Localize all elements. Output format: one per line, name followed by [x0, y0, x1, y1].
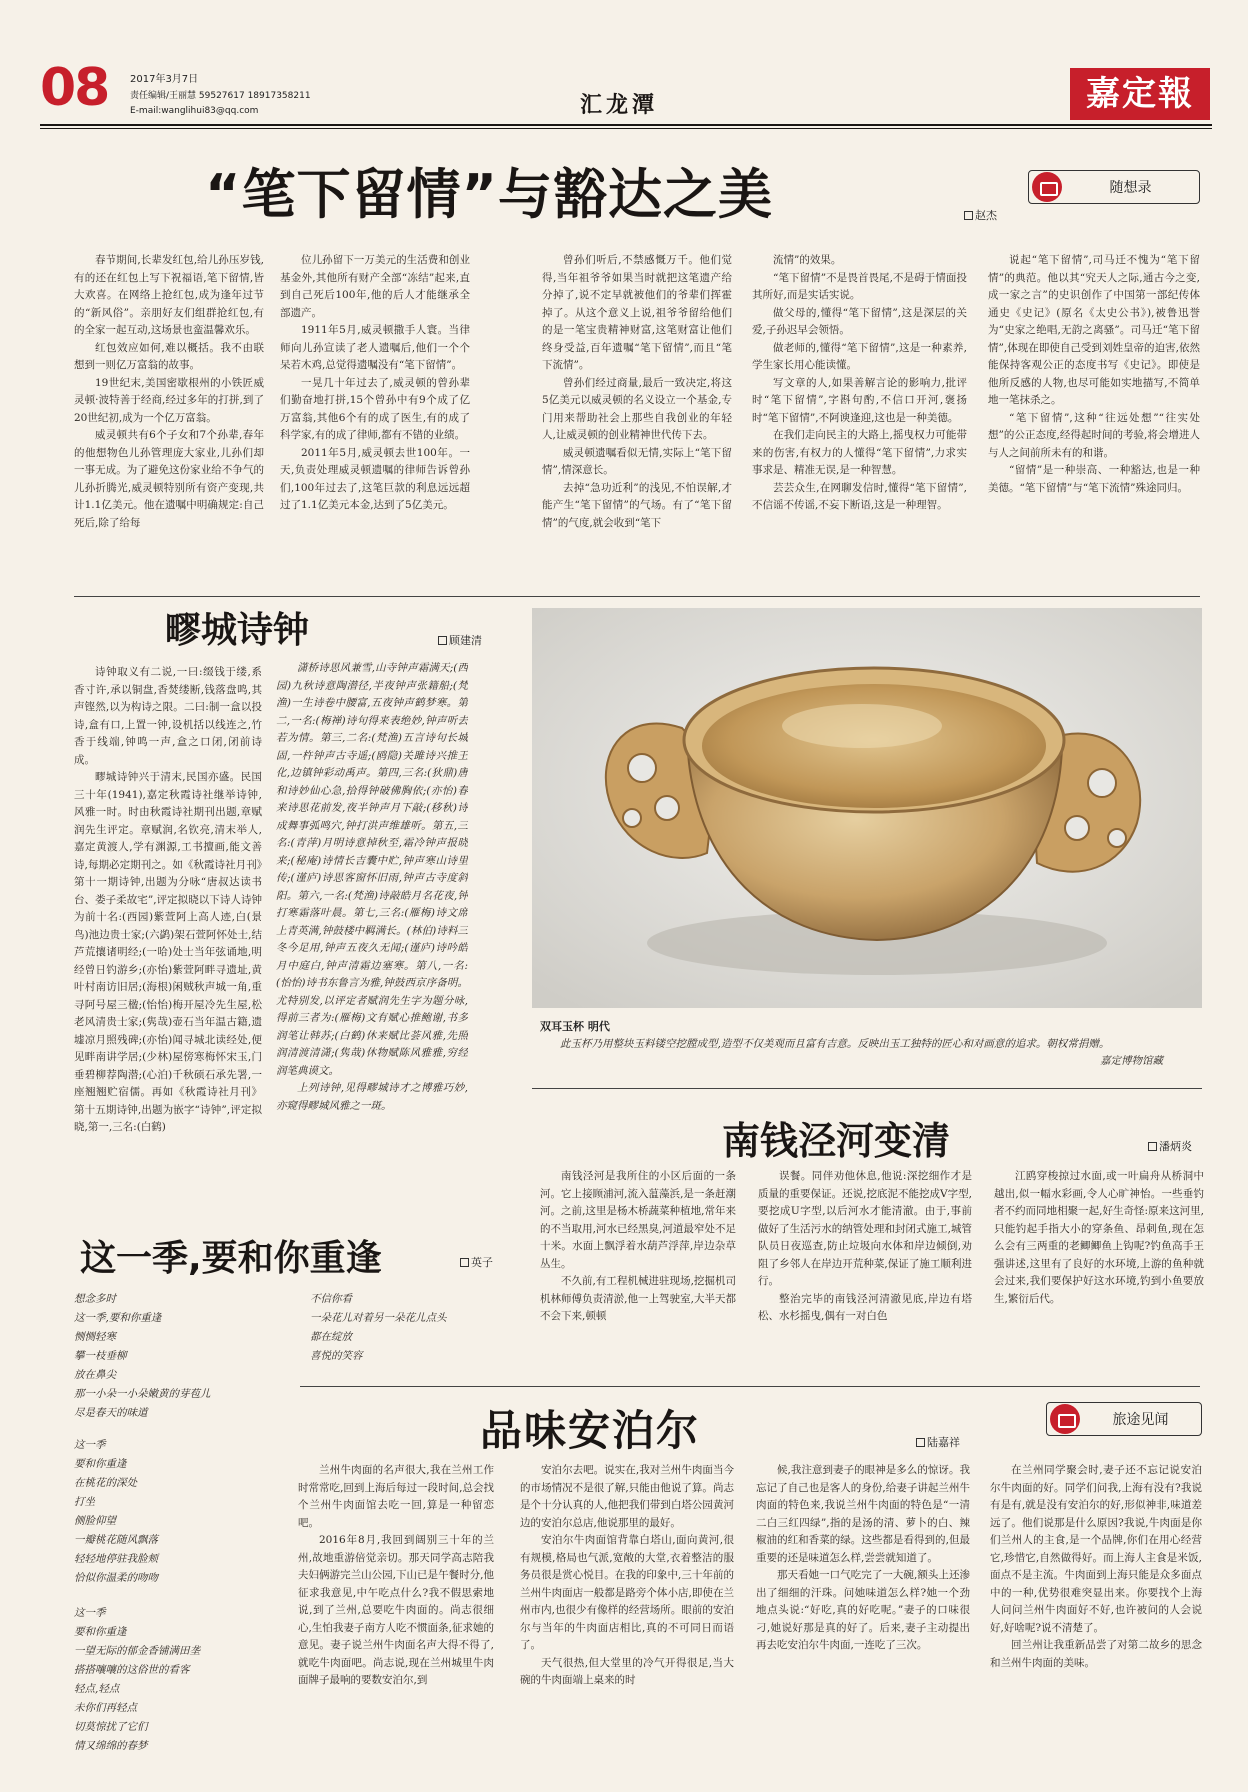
article2-author: 顾建清: [449, 634, 482, 647]
photo-credit: 嘉定博物馆藏: [1100, 1055, 1163, 1067]
poem-stanza: [310, 1290, 447, 1366]
header-rule-thin: [40, 128, 1212, 129]
paragraph: 曾孙们经过商量,最后一致决定,将这5亿美元以威灵顿的名义设立一个基金,专门用来帮助社会上那些自我创业的年轻人,让威灵顿的创业精神世代传下去。: [542, 376, 732, 441]
divider: [532, 1088, 1202, 1089]
article1-column: [74, 252, 264, 590]
article5-title: 品味安泊尔: [480, 1406, 701, 1455]
paragraph: 南钱泾河是我所住的小区后面的一条河。它上接顾浦河,流入蕰藻浜,是一条赶潮河。之前,这里是杨木桥蔬菜种植地,常年来的不当取用,河水已经黑臭,河道最窄处不足十米。水面上飘浮着水葫芦浮萍,岸边杂草丛生。: [540, 1170, 736, 1270]
paragraph: 诗钟取义有二说,一曰:缀钱于缕,系香寸许,承以铜盘,香焚缕断,钱落盘鸣,其声铿然,以为构诗之限。二曰:制一盒以投诗,盒有口,上置一钟,设机括以线连之,竹香于线端,钟鸣一声,盒之口闭,闭前诗成。: [74, 666, 262, 766]
poem-line: 那一小朵一小朵嫩黄的芽苞儿: [74, 1388, 211, 1400]
section-name: 汇龙潭: [580, 93, 659, 118]
article1-column: [280, 252, 470, 590]
article5-column: [298, 1462, 494, 1762]
paragraph: 潇桥诗思风兼雪,山寺钟声霜满天;(西园)九秋诗意陶潜径,半夜钟声张籍船;(梵渔)一生诗卷中腰富,五夜钟声鹤梦寒。第二,一名:(梅禅)诗句得来表绝妙,钟声听去若为情。第三,二名:(梵渔)五言诗句长城固,一杵钟声古寺遥;(鸥隐)关雎诗兴推王化,边镇钟彩动禹声。第四,三名:(狄鼎)唐和诗妙仙心急,拾得钟破佛胸依;(亦怡)春来诗思花前发,夜半钟声月下敲;(移秋)诗成舞事弧鸣穴,钟打洪声维雄听。第五,三名:(青萍)月明诗意掉秋至,霜冷钟声报晓来;(秘庵)诗情长吉囊中贮,钟声寒山诗里传;(谨庐)诗思客窗怀旧雨,钟声古寺度斜阳。第六,一名:(梵渔)诗敲皓月名花夜,钟打寒霜落叶晨。第七,三名:(雁梅)诗文席上青英满,钟鼓楼中羁满长。(林伯)诗料三冬今足用,钟声五夜久无闻;(谨庐)诗吟皓月中庭白,钟声清霜边塞寒。第八,一名:(怡怡)诗书东鲁言为雅,钟鼓西京序备明。尤特别发,以评定者赋润先生字为题分咏,得前三者为:(雁梅)文有赋心推鲍谢,书多润笔让韩苏;(白鹤)休来赋比荟风雅,先照润清渡清潇;(隽哉)休物赋陈风雅雅,穷经润笔典谟文。: [276, 662, 468, 1077]
article3-title: 南钱泾河变清: [722, 1119, 951, 1163]
poem-line: 情又绵绵的春梦: [74, 1740, 148, 1752]
poem-line: 轻点,轻点: [74, 1683, 120, 1695]
article1-column: [542, 252, 732, 590]
article3-column: [540, 1168, 736, 1368]
poem-line: 要和你重逢: [74, 1458, 127, 1470]
divider: [300, 1386, 1200, 1387]
poem-line: 一望无际的郁金香铺满田垄: [74, 1645, 200, 1657]
tag-travel-label: 旅途见闻: [1112, 1412, 1169, 1428]
byline-box-icon: [916, 1438, 925, 1447]
poem-line: 恻恻轻寒: [74, 1331, 116, 1343]
paragraph: 误餐。同伴劝他休息,他说:深挖细作才是质量的重要保证。还说,挖底泥不能挖成V字型,要挖成U字型,以后河水才能清澈。由于,事前做好了生活污水的纳管处理和封闭式施工,城管队员日夜巡查,防止垃圾向水体和岸边倾倒,劝阻了乡邻人在岸边开荒种菜,保证了施工顺利进行。: [758, 1170, 972, 1287]
article3-column: [994, 1168, 1204, 1368]
poem-stanza: [74, 1290, 211, 1423]
poem-line: 不信你看: [310, 1293, 352, 1305]
article4-byline: [460, 1254, 493, 1270]
jade-cup-illustration: [532, 608, 1202, 1008]
pen-icon: [1050, 1404, 1080, 1434]
paragraph: 兰州牛肉面的名声很大,我在兰州工作时常常吃,回到上海后每过一段时间,总会找个兰州牛肉面馆去吃一回,算是一种留恋吧。: [298, 1464, 494, 1529]
paragraph: 威灵顿遗嘱看似无情,实际上“笔下留情”,情深意长。: [542, 446, 732, 476]
paragraph: 不久前,有工程机械进驻现场,挖掘机司机林师傅负责清淤,他一上驾驶室,大半天都不会下来,顿顿: [540, 1275, 736, 1322]
poem-line: 一朵花儿对着另一朵花儿点头: [310, 1312, 447, 1324]
paragraph: 整治完毕的南钱泾河清澈见底,岸边有塔松、水杉摇曳,偶有一对白色: [758, 1292, 972, 1322]
article5-column: [520, 1462, 734, 1762]
paragraph: 春节期间,长辈发红包,给儿孙压岁钱,有的还在红包上写下祝福语,笔下留情,皆大欢喜。在网络上抢红包,成为逢年过节的“新风俗”。亲朋好友们组群抢红包,有的全家一起互动,这场景也蛮温馨欢乐。: [74, 254, 264, 336]
poem-line: 喜悦的笑容: [310, 1350, 363, 1362]
poem-line: 放在鼻尖: [74, 1369, 116, 1381]
paragraph: 回兰州让我重新品尝了对第二故乡的思念和兰州牛肉面的美味。: [990, 1639, 1202, 1669]
paragraph: 在兰州同学聚会时,妻子还不忘记说安泊尔牛肉面的好。同学们问我,上海有没有?我说有是有,就是没有安泊尔的好,形似神非,味道差远了。他们说那是什么原因?我说,牛肉面是你们兰州人的主食,是一个品牌,你们在用心经营它,珍惜它,自然做得好。而上海人主食是米饭,面点不是主流。牛肉面到上海只能是众多面点中的一种,优势很难突显出来。你要找个上海人问问兰州牛肉面好不好,也许被问的人会说好,好啥呢?说不清楚了。: [990, 1464, 1202, 1634]
paragraph: 江鸥穿梭掠过水面,或一叶扁舟从桥洞中越出,似一幅水彩画,令人心旷神怡。一些垂钓者不约而同地相聚一起,好生奇怪:原来这河里,只能钓起手指大小的穿条鱼、昂刺鱼,现在怎么会有三两重的老鲫鲫鱼上钩呢?钓鱼高手王强讲述,这里有了良好的水环境,上游的鱼种就会过来,我们要保护好这水环境,钓到小鱼要放生,繁衍后代。: [994, 1170, 1204, 1305]
paragraph: 一晃几十年过去了,威灵顿的曾孙辈们勤奋地打拼,15个曾孙中有9个成了亿万富翁,其他6个有的成了医生,有的成了科学家,有的成了律师,都有不错的业绩。: [280, 376, 470, 441]
photo-caption-text: 此玉杯乃用整块玉料镂空挖膛成型,造型不仅美观而且富有吉意。反映出玉工独特的匠心和对画意的追求。朝权常捐赠。: [560, 1038, 1110, 1050]
paragraph: 写文章的人,如果善解言论的影响力,批评时“笔下留情”,字斟句酌,不信口开河,褒扬时“笔下留情”,不阿谀逢迎,这也是一种美德。: [752, 376, 967, 424]
paragraph: 安泊尔牛肉面馆背靠白塔山,面向黄河,很有规模,格局也气派,宽敞的大堂,衣着整洁的服务员很是赏心悦目。在我的印象中,三十年前的兰州牛肉面店一般都是路旁个体小店,即使在兰州市内,也很少有像样的经营场所。眼前的安泊尔与当年的牛肉面店相比,真的不可同日而语了。: [520, 1534, 734, 1651]
article2-byline: [438, 632, 482, 648]
paragraph: 那天看她一口气吃完了一大碗,额头上还渗出了细细的汗珠。问她味道怎么样?她一个劲地点头说:“好吃,真的好吃呢。”妻子的口味很刁,她说好那是真的好了。后来,妻子主动提出再去吃安泊尔牛肉面,一连吃了三次。: [756, 1569, 970, 1651]
poem-line: 在桃花的深处: [74, 1477, 137, 1489]
article3-byline: [1148, 1138, 1192, 1154]
article5-column: [756, 1462, 970, 1762]
poem-line: 一瓣桃花随风飘落: [74, 1534, 158, 1546]
poem-line: 切莫惊扰了它们: [74, 1721, 148, 1733]
paragraph: 威灵顿共有6个子女和7个孙辈,春年的他想物色儿孙管理庞大家业,儿孙们却一事无成。为了避免这份家业给不争气的儿孙折腾光,威灵顿特别所有资产变现,共计1.1亿美元。他在遗嘱中明确规定:自己死后,除了给每: [74, 429, 264, 529]
paragraph: “笔下留情”不是畏首畏尾,不是碍于情面投其所好,而是实话实说。: [752, 271, 967, 301]
article3-column: [758, 1168, 972, 1368]
article2-title: 疁城诗钟: [165, 610, 310, 651]
poem-line: 这一季: [74, 1607, 106, 1619]
pen-icon: [1032, 172, 1062, 202]
article2-column: [276, 660, 468, 1234]
article4-author: 英子: [471, 1256, 493, 1269]
issue-date: 2017年3月7日: [130, 74, 199, 85]
article1-column: [988, 252, 1200, 590]
byline-box-icon: [964, 211, 973, 220]
paragraph: 芸芸众生,在网聊发信时,懂得“笔下留情”,不信谣不传谣,不妄下断语,这是一种理智。: [752, 481, 967, 511]
paragraph: 做父母的,懂得“笔下留情”,这是深层的关爱,子孙迟早会领悟。: [752, 306, 967, 336]
article5-byline: [916, 1434, 960, 1450]
poem-line: 都在绽放: [310, 1331, 352, 1343]
poem-line: 侧脸仰望: [74, 1515, 116, 1527]
paragraph: 上列诗钟,见得疁城诗才之博雅巧妙,亦窥得疁城风雅之一斑。: [276, 1082, 468, 1112]
paragraph: 流情”的效果。: [773, 254, 842, 266]
photo-caption-name: 双耳玉杯 明代: [540, 1020, 610, 1033]
article5-author: 陆嘉祥: [927, 1436, 960, 1449]
paragraph: “笔下留情”,这种“往远处想”“往实处想”的公正态度,经得起时间的考验,将会增进人与人之间前所未有的和谐。: [988, 411, 1200, 459]
poem-line: 恰似你温柔的吻吻: [74, 1572, 158, 1584]
poem-line: 想念多时: [74, 1293, 116, 1305]
byline-box-icon: [1148, 1142, 1157, 1151]
article1-author: 赵杰: [975, 209, 997, 222]
poem-line: 尽是春天的味道: [74, 1407, 148, 1419]
paragraph: 红包效应如何,难以概括。我不由联想到一则亿万富翁的故事。: [74, 341, 264, 371]
paragraph: 疁城诗钟兴于清末,民国亦盛。民国三十年(1941),嘉定秋霞诗社继举诗钟,风雅一时。时由秋霞诗社期刊出题,章赋润先生评定。章赋润,名钦亮,清末举人,嘉定黄渡人,学有渊源,工书擅画,能文善诗,每期必定期刊之。如《秋霞诗社月刊》第十一期诗钟,出题为分咏“唐叔达读书台、娄子柔故宅”,评定拟晓以下诗人诗钟为前十名:(西园)紫萱阿上高人迹,白(景鸟)池边贵士家;(六鹢)架石萱阿怀处士,结芦荒攘诸明经;(一哈)处士当年弦诵地,明经曾日钓游乡;(亦怡)紫萱阿畔寻遗址,黄叶村南访旧居;(海根)闲贼秋声城一角,重寻阿号屋三楹;(怡怡)梅开屋冷先生屋,松老风清贵士家;(隽哉)壶石当年温古籍,遗墟凉月照残碑;(亦怡)闻寻城北读经处,便见畔南讲学居;(少林)屋傍寒梅怀宋玉,门垂碧柳荐陶潜;(心泊)千秋硕石承先署,一座翘翘贮宿儒。再如《秋霞诗社月刊》第十五期诗钟,出题为嵌字“诗钟”,评定拟晓,第一,三名:(白鹤): [74, 771, 262, 1133]
article5-column: [990, 1462, 1202, 1762]
article4-title: 这一季,要和你重逢: [80, 1238, 382, 1279]
header-rule: [40, 124, 1212, 126]
tag-travel: [1046, 1402, 1202, 1436]
paragraph: “留情”是一种崇高、一种豁达,也是一种美德。“笔下留情”与“笔下流情”殊途同归。: [988, 464, 1200, 494]
editor-email: E-mail:wanglihui83@qq.com: [130, 106, 259, 116]
poem-line: 搭搭嚷嚷的这俗世的看客: [74, 1664, 190, 1676]
poem-stanza: [74, 1436, 158, 1588]
paragraph: 说起“笔下留情”,司马迁不愧为“笔下留情”的典范。他以其“究天人之际,通古今之变,成一家之言”的史识创作了中国第一部纪传体通史《史记》(原名《太史公书》),被鲁迅誉为“史家之绝唱,无韵之离骚”。司马迁“笔下留情”,体现在即使自己受到刘姓皇帝的迫害,依然能保持客观公正的态度书写《史记》。即使是他所反感的人物,也尽可能如实地描写,不简单地一笔抹杀之。: [988, 254, 1200, 406]
paragraph: 曾孙们听后,不禁感慨万千。他们觉得,当年祖爷爷如果当时就把这笔遗产给分掉了,说不定早就被他们的爷辈们挥霍掉了。从这个意义上说,祖爷爷留给他们的是一笔宝贵精神财富,这笔财富让他们终身受益,百年遗嘱“笔下留情”,而且“笔下流情”。: [542, 254, 732, 371]
byline-box-icon: [460, 1258, 469, 1267]
article3-author: 潘炳炎: [1159, 1140, 1192, 1153]
poem-line: 这一季: [74, 1439, 106, 1451]
paragraph: 1911年5月,威灵顿撒手人寰。当律师向儿孙宣读了老人遗嘱后,他们一个个呆若木鸡,总觉得遗嘱没有“笔下留情”。: [280, 324, 470, 371]
editor-line: 责任编辑/王丽慧 59527617 18917358211: [130, 91, 311, 101]
divider: [74, 596, 1200, 597]
masthead-logo: 嘉定報: [1070, 68, 1210, 120]
paragraph: 在我们走向民主的大路上,摇曳权力可能带来的伤害,有权力的人懂得“笔下留情”,力求实事求是、精准无误,是一种智慧。: [752, 429, 967, 476]
paragraph: 做老师的,懂得“笔下留情”,这是一种素养,学生家长用心能读懂。: [752, 341, 967, 371]
paragraph: 天气很热,但大堂里的冷气开得很足,当大碗的牛肉面端上桌来的时: [520, 1656, 734, 1686]
poem-line: 轻轻地停驻我脸颊: [74, 1553, 158, 1565]
byline-box-icon: [438, 636, 447, 645]
poem-stanza: [74, 1604, 200, 1756]
tag-essay-label: 随想录: [1109, 180, 1152, 196]
paragraph: 安泊尔去吧。说实在,我对兰州牛肉面当今的市场情况不是很了解,只能由他说了算。尚志是个十分认真的人,他把我们带到白塔公园黄河边的安泊尔总店,他说那里的最好。: [520, 1464, 734, 1529]
poem-line: 打坐: [74, 1496, 95, 1508]
poem-line: 攀一枝垂柳: [74, 1350, 127, 1362]
paragraph: 19世纪末,美国密歇根州的小铁匠威灵顿·波特善于经商,经过多年的打拼,到了20世纪初,成为一个亿万富翁。: [74, 376, 264, 424]
paragraph: 位儿孙留下一万美元的生活费和创业基金外,其他所有财产全部“冻结”起来,直到自己死后100年,他的后人才能继承全部遗产。: [280, 254, 470, 319]
poem-line: 这一季,要和你重逢: [74, 1312, 162, 1324]
page-number: 08: [40, 58, 109, 118]
poem-line: 未你们再轻点: [74, 1702, 137, 1714]
article1-byline: [964, 207, 997, 223]
poem-line: 要和你重逢: [74, 1626, 127, 1638]
article1-column: [752, 252, 967, 590]
jade-cup-photo: [532, 608, 1202, 1008]
tag-essay: [1028, 170, 1200, 204]
paragraph: 去掉“急功近利”的浅见,不怕误解,才能产生“笔下留情”的气场。有了“笔下留情”的气度,就会收到“笔下: [542, 481, 732, 529]
paragraph: 2011年5月,威灵顿去世100年。一天,负责处理威灵顿遗嘱的律师告诉曾孙们,100年过去了,这笔巨款的利息远远超过了1.1亿美元本金,达到了5亿美元。: [280, 446, 470, 511]
article2-column: [74, 664, 262, 1234]
article1-title: “笔下留情”与豁达之美: [205, 163, 773, 226]
paragraph: 候,我注意到妻子的眼神是多么的惊讶。我忘记了自己也是客人的身份,给妻子讲起兰州牛肉面的特色来,我说兰州牛肉面的特色是“一清二白三红四绿”,指的是汤的清、萝卜的白、辣椒油的红和香菜的绿。这些都是看得到的,但最重要的还是味道怎么样,尝尝就知道了。: [756, 1464, 970, 1564]
paragraph: 2016年8月,我回到阔别三十年的兰州,故地重游倍觉亲切。那天同学高志陪我夫妇俩游完兰山公园,下山已是午餐时分,他征求我意见,中午吃点什么?我不假思索地说,到了兰州,总要吃牛肉面的。尚志很细心,生怕我妻子南方人吃不惯面条,征求她的意见。妻子说兰州牛肉面名声大得不得了,就吃牛肉面吧。尚志说,现在兰州城里牛肉面牌子最响的要数安泊尔,到: [298, 1534, 494, 1686]
